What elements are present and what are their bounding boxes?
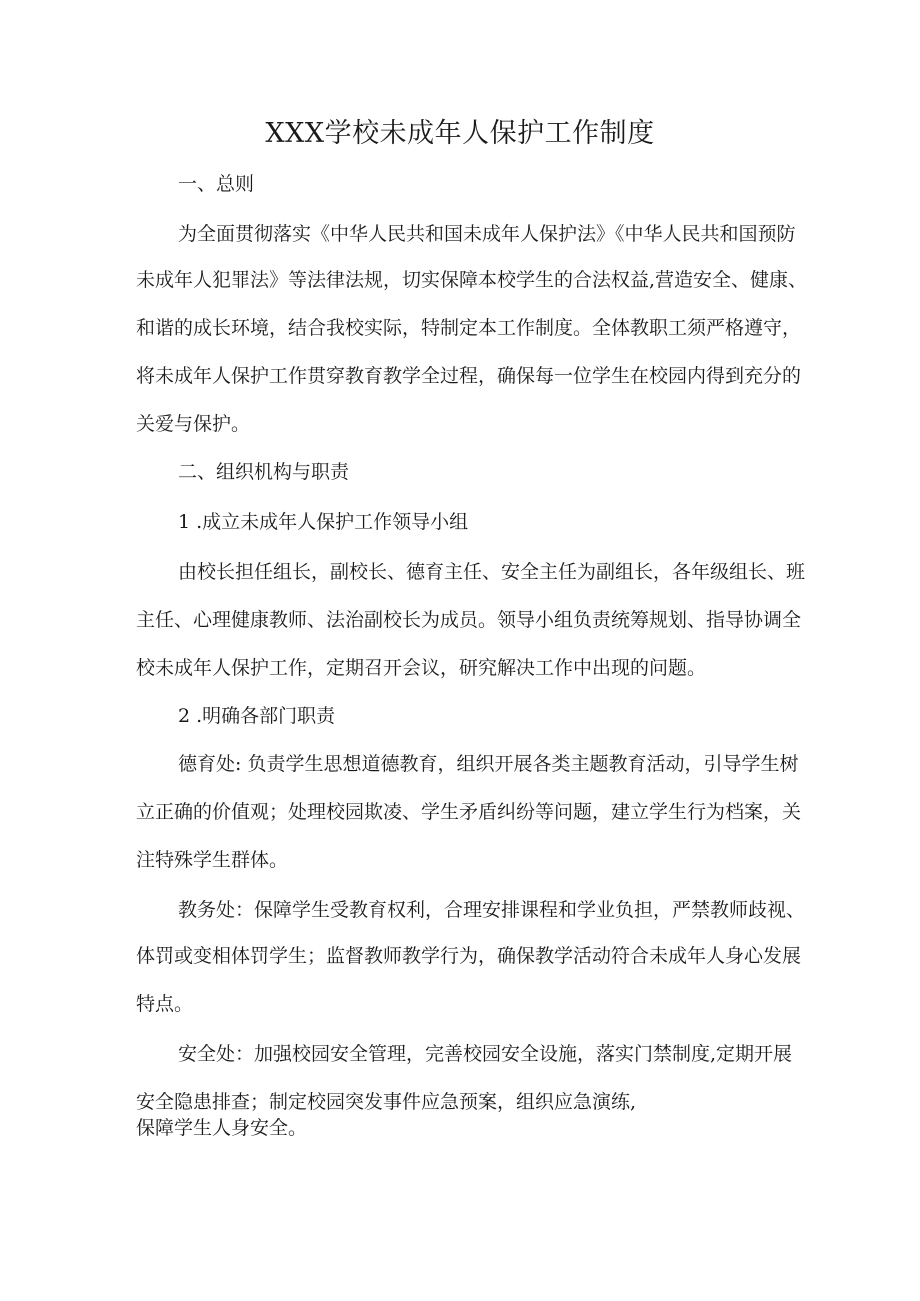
subsection-heading-2: 2 .明确各部门职责 (178, 705, 336, 727)
subsection-heading-1: 1 .成立未成年人保护工作领导小组 (178, 511, 469, 533)
paragraph-line: 未成年人犯罪法》等法律法规，切实保障本校学生的合法权益,营造安全、健康、 (136, 269, 808, 291)
paragraph-line: 将未成年人保护工作贯穿教育教学全过程，确保每一位学生在校园内得到充分的 (136, 365, 802, 387)
paragraph-line: 关爱与保护。 (136, 413, 251, 435)
paragraph-line: 为全面贯彻落实《中华人民共和国未成年人保护法》《中华人民共和国预防 (178, 223, 796, 245)
paragraph-line: 主任、心理健康教师、法治副校长为成员。领导小组负责统筹规划、指导协调全 (136, 609, 802, 631)
paragraph-line: 体罚或变相体罚学生；监督教师教学行为，确保教学活动符合未成年人身心发展 (136, 945, 802, 967)
paragraph-line: 注特殊学生群体。 (136, 849, 289, 871)
section-heading-organization: 二、组织机构与职责 (178, 461, 350, 483)
paragraph-line: 立正确的价值观；处理校园欺凌、学生矛盾纠纷等问题，建立学生行为档案，关 (136, 801, 802, 823)
document-title: XXX学校未成年人保护工作制度 (265, 118, 655, 149)
paragraph-line: 保障学生人身安全。 (136, 1117, 308, 1139)
paragraph-line: 特点。 (136, 993, 194, 1015)
paragraph-line: 德育处: 负责学生思想道德教育，组织开展各类主题教育活动，引导学生树 (178, 753, 799, 775)
paragraph-line: 校未成年人保护工作，定期召开会议，研究解决工作中出现的问题。 (136, 657, 707, 679)
paragraph-line: 教务处：保障学生受教育权利，合理安排课程和学业负担，严禁教师歧视、 (178, 899, 806, 921)
paragraph-line: 安全处：加强校园安全管理，完善校园安全设施，落实门禁制度,定期开展 (178, 1043, 793, 1065)
section-heading-general: 一、总则 (178, 173, 255, 195)
paragraph-line: 由校长担任组长，副校长、德育主任、安全主任为副组长，各年级组长、班 (178, 561, 806, 583)
paragraph-line: 和谐的成长环境，结合我校实际，特制定本工作制度。全体教职工须严格遵守， (136, 317, 802, 339)
paragraph-line: 安全隐患排查；制定校园突发事件应急预案，组织应急演练, (136, 1091, 637, 1113)
